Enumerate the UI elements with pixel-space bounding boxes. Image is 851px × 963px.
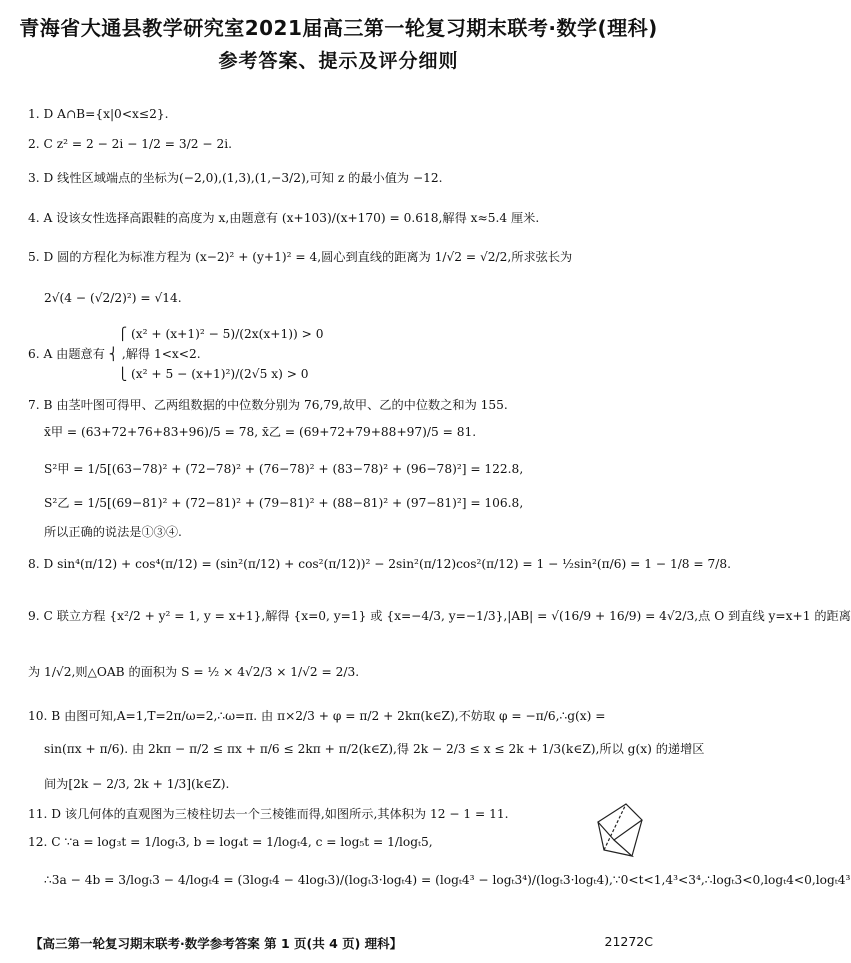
answer-9-cont: 为 1/√2,则△OAB 的面积为 S = ½ × 4√2/3 × 1/√2 = 2/3.: [28, 665, 360, 679]
answer-5-cont: 2√(4 − (√2/2)²) = √14.: [44, 291, 182, 305]
answer-7-means: x̄甲 = (63+72+76+83+96)/5 = 78, x̄乙 = (69+72+79+88+97)/5 = 81.: [44, 425, 477, 439]
answer-10-cont-2: 间为[2k − 2/3, 2k + 1/3](k∈Z).: [44, 777, 230, 791]
answer-4: 4. A 设该女性选择高跟鞋的高度为 x,由题意有 (x+103)/(x+170) = 0.618,解得 x≈5.4 厘米.: [28, 211, 540, 225]
answer-6-case-2: ⎩ (x² + 5 − (x+1)²)/(2√5 x) > 0: [118, 367, 309, 381]
answer-2: 2. C z² = 2 − 2i − 1/2 = 3/2 − 2i.: [28, 137, 232, 151]
answer-1: 1. D A∩B={x|0<x≤2}.: [28, 107, 169, 121]
page-subtitle: 参考答案、提示及评分细则: [218, 50, 459, 72]
answer-3: 3. D 线性区域端点的坐标为(−2,0),(1,3),(1,−3/2),可知 z 的最小值为 −12.: [28, 171, 443, 185]
answer-7-var-b: S²乙 = 1/5[(69−81)² + (72−81)² + (79−81)² + (88−81)² + (97−81)²] = 106.8,: [44, 496, 524, 510]
answer-7: 7. B 由茎叶图可得甲、乙两组数据的中位数分别为 76,79,故甲、乙的中位数之和为 155.: [28, 398, 508, 412]
answer-10: 10. B 由图可知,A=1,T=2π/ω=2,∴ω=π. 由 π×2/3 + φ = π/2 + 2kπ(k∈Z),不妨取 φ = −π/6,∴g(x) =: [28, 709, 606, 723]
answer-11: 11. D 该几何体的直观图为三棱柱切去一个三棱锥而得,如图所示,其体积为 12 − 1 = 11.: [28, 807, 509, 821]
footer-code: 21272C: [604, 934, 653, 949]
footer-text: 【高三第一轮复习期末联考·数学参考答案 第 1 页(共 4 页) 理科】: [30, 936, 403, 951]
answer-10-cont-1: sin(πx + π/6). 由 2kπ − π/2 ≤ πx + π/6 ≤ 2kπ + π/2(k∈Z),得 2k − 2/3 ≤ x ≤ 2k + 1/3(k∈Z),所以 g(x) 的递增区: [44, 742, 705, 756]
answer-8: 8. D sin⁴(π/12) + cos⁴(π/12) = (sin²(π/12) + cos²(π/12))² − 2sin²(π/12)cos²(π/12) = 1 − ½sin²(π/6) = 1 − 1/8 = 7/8.: [28, 557, 732, 571]
answer-12-cont: ∴3a − 4b = 3/logₜ3 − 4/logₜ4 = (3logₜ4 − 4logₜ3)/(logₜ3·logₜ4) = (logₜ4³ − logₜ3⁴)/(logₜ3·logₜ4),∵0<t<1,4³<3⁴,∴logₜ3<0,logₜ4<0,logₜ4³: [44, 873, 851, 887]
page-footer: [30, 934, 653, 952]
page-title: 青海省大通县教学研究室2021届高三第一轮复习期末联考·数学(理科): [19, 16, 658, 40]
answer-7-conclusion: 所以正确的说法是①③④.: [44, 525, 182, 539]
answer-9: 9. C 联立方程 {x²/2 + y² = 1, y = x+1},解得 {x=0, y=1} 或 {x=−4/3, y=−1/3},|AB| = √(16/9 + 16/9) = 4√2/3,点 O 到直线 y=x+1 的距离: [28, 609, 851, 623]
answer-6-case-1: ⎧ (x² + (x+1)² − 5)/(2x(x+1)) > 0: [118, 327, 324, 341]
answer-7-var-a: S²甲 = 1/5[(63−78)² + (72−78)² + (76−78)² + (83−78)² + (96−78)²] = 122.8,: [44, 462, 524, 476]
answer-5: 5. D 圆的方程化为标准方程为 (x−2)² + (y+1)² = 4,圆心到直线的距离为 1/√2 = √2/2,所求弦长为: [28, 250, 573, 264]
answer-6: 6. A 由题意有 ⎨ ,解得 1<x<2.: [28, 347, 201, 361]
answer-12: 12. C ∵a = log₃t = 1/logₜ3, b = log₄t = 1/logₜ4, c = log₅t = 1/logₜ5,: [28, 835, 433, 849]
solid-figure: [592, 800, 652, 860]
